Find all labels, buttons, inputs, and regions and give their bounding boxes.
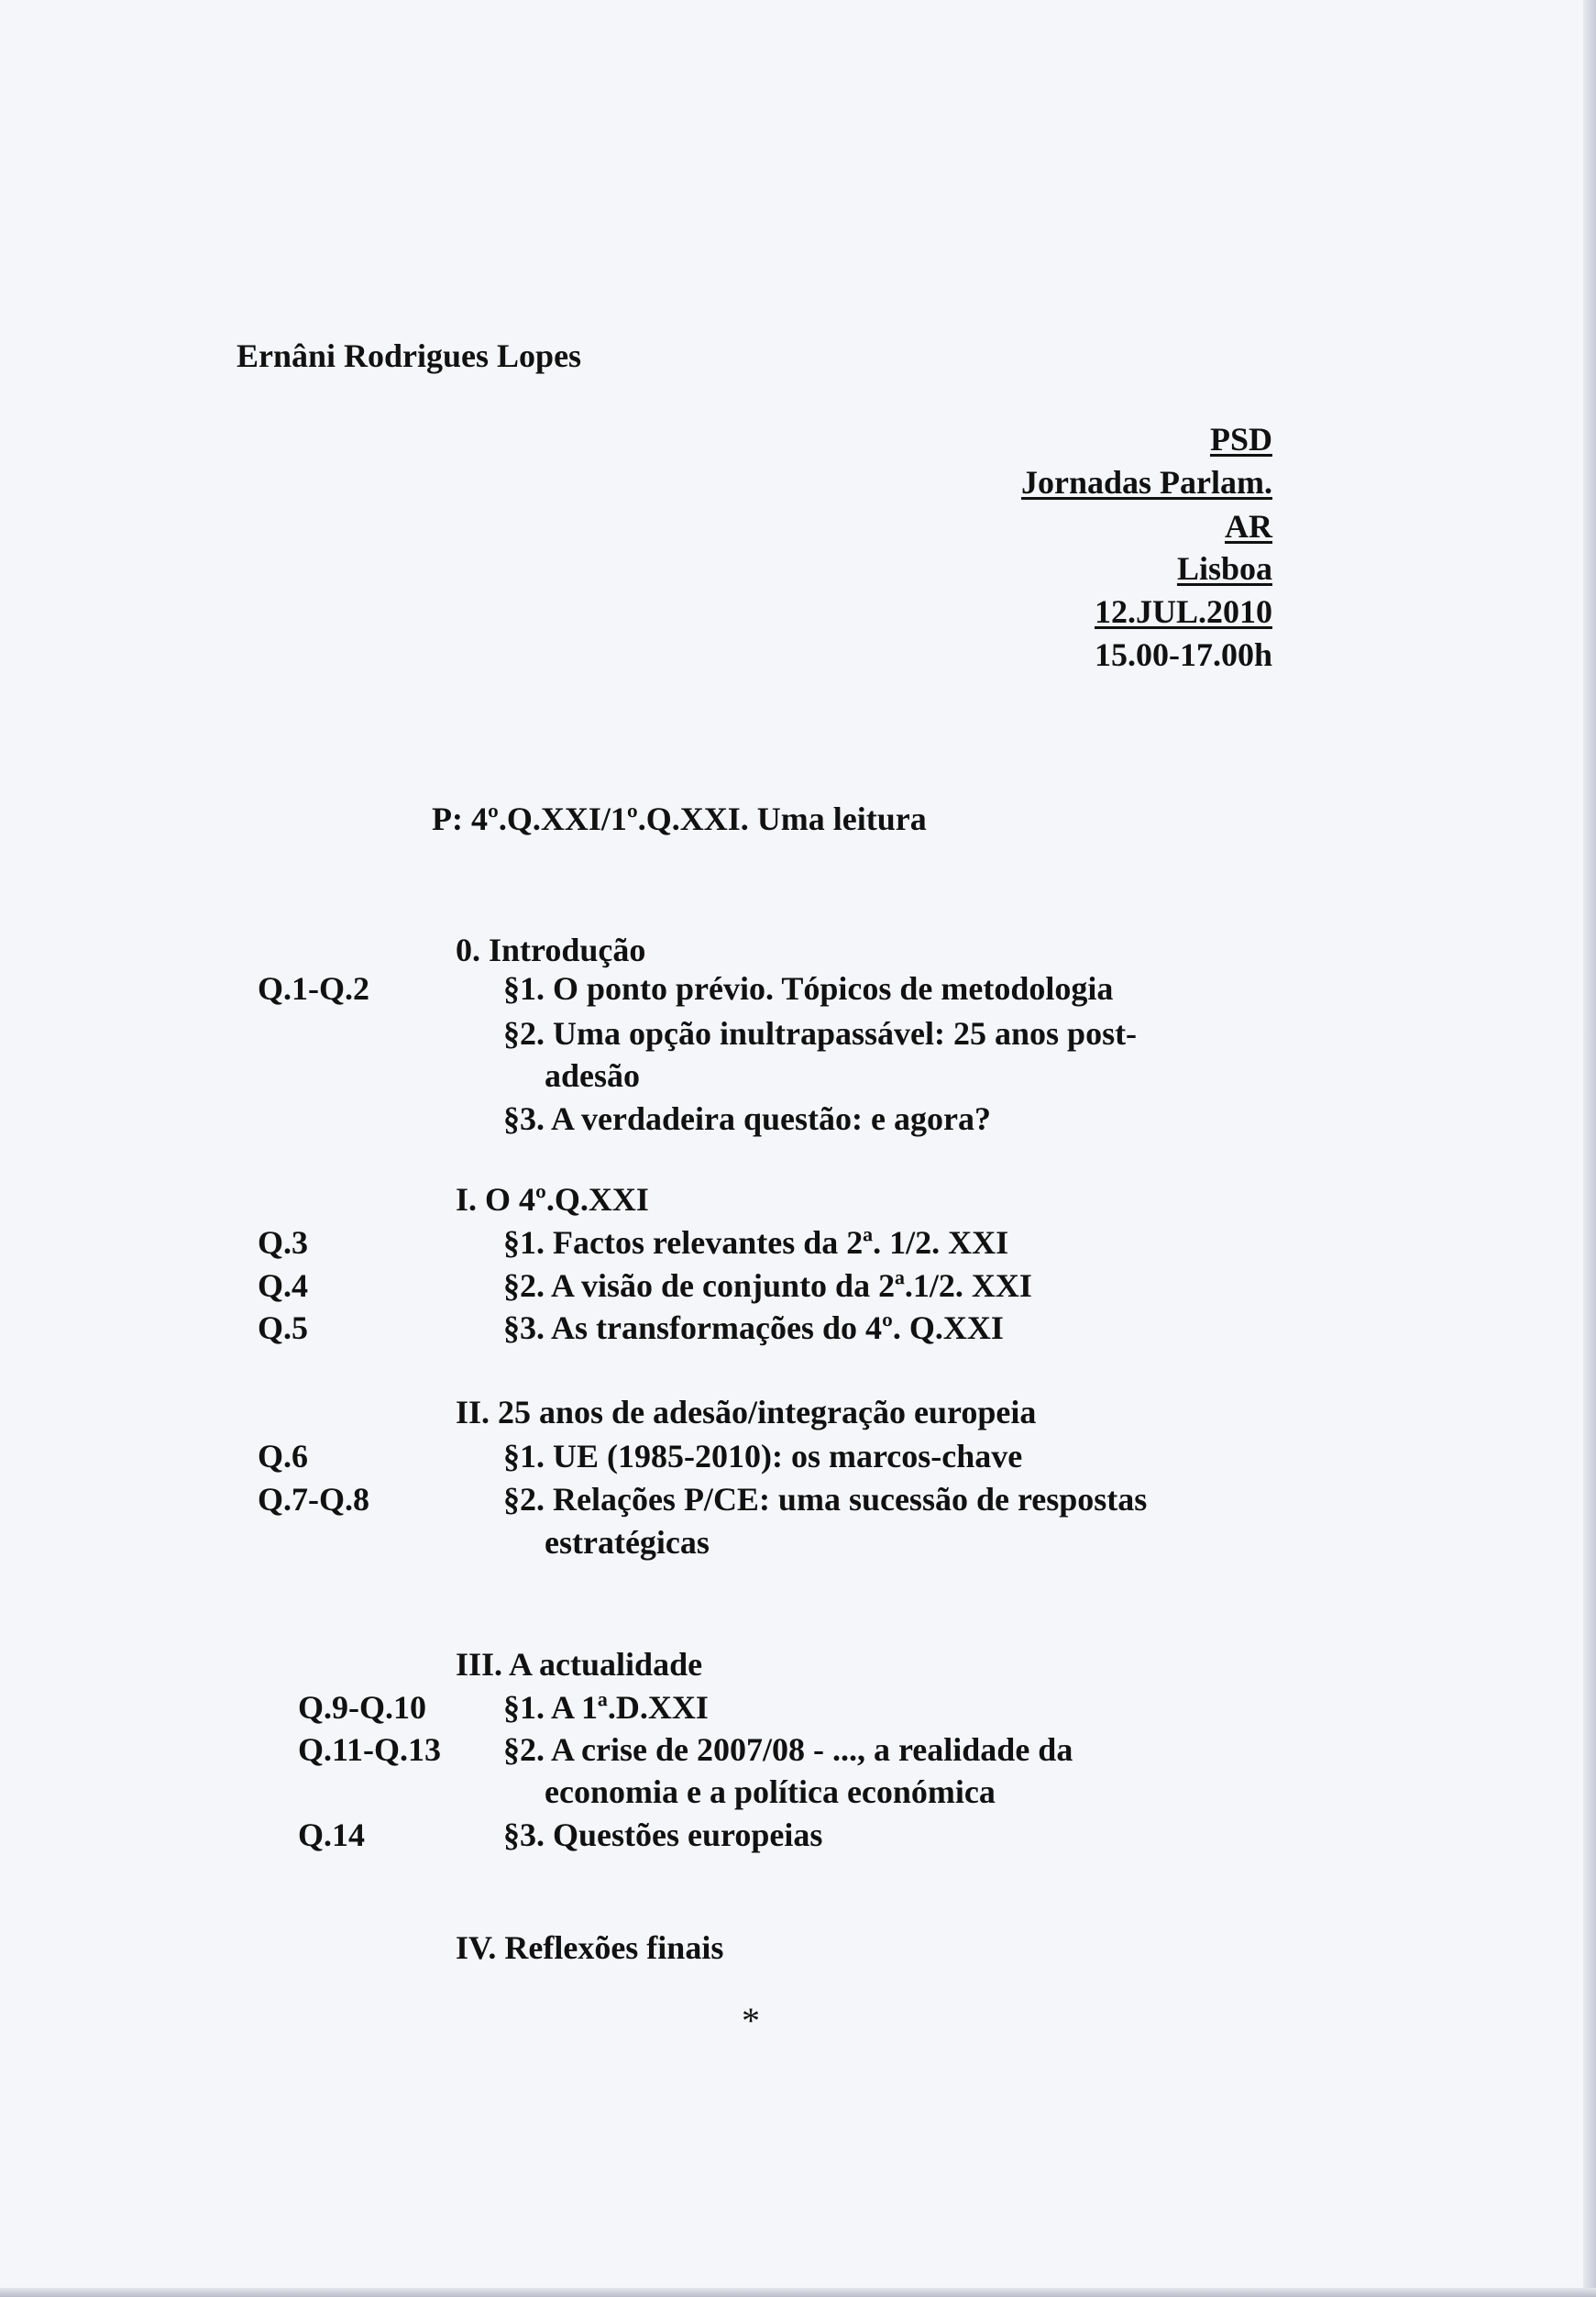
question-ref: Q.9-Q.10	[298, 1689, 426, 1726]
question-ref: Q.3	[258, 1224, 309, 1261]
outline-item-continuation: estratégicas	[545, 1524, 710, 1561]
event-party: PSD	[1209, 421, 1272, 458]
section-heading: I. O 4º.Q.XXI	[456, 1181, 649, 1218]
question-ref: Q.11-Q.13	[298, 1731, 442, 1768]
outline-item: §1. O ponto prévio. Tópicos de metodologia	[503, 970, 1114, 1007]
outline-item: §2. A crise de 2007/08 - ..., a realidade da	[503, 1731, 1073, 1768]
question-ref: Q.5	[258, 1309, 309, 1346]
outline-item: §3. As transformações do 4º. Q.XXI	[503, 1309, 1004, 1346]
event-name: Jornadas Parlam.	[1021, 464, 1272, 501]
scan-edge-shadow	[1583, 0, 1596, 2297]
outline-item-continuation: adesão	[545, 1057, 641, 1094]
outline-item: §2. A visão de conjunto da 2ª.1/2. XXI	[503, 1267, 1032, 1304]
outline-item: §3. Questões europeias	[503, 1817, 823, 1853]
document-title: P: 4º.Q.XXI/1º.Q.XXI. Uma leitura	[432, 801, 927, 837]
event-venue: AR	[1225, 508, 1272, 545]
outline-item: §3. A verdadeira questão: e agora?	[503, 1100, 991, 1137]
question-ref: Q.14	[298, 1817, 366, 1853]
author-name: Ernâni Rodrigues Lopes	[237, 337, 582, 374]
outline-item: §1. UE (1985-2010): os marcos-chave	[503, 1438, 1023, 1474]
section-heading: IV. Reflexões finais	[456, 1929, 724, 1966]
outline-item: §1. A 1ª.D.XXI	[503, 1689, 709, 1726]
outline-item-continuation: economia e a política económica	[545, 1773, 996, 1810]
section-heading: III. A actualidade	[456, 1646, 703, 1683]
event-time: 15.00-17.00h	[1094, 636, 1272, 673]
event-city: Lisboa	[1176, 550, 1272, 587]
outline-item: §2. Uma opção inultrapassável: 25 anos post-	[503, 1015, 1138, 1052]
outline-item: §2. Relações P/CE: uma sucessão de respostas	[503, 1481, 1148, 1518]
scan-edge-shadow	[0, 2288, 1596, 2297]
outline-item: §1. Factos relevantes da 2ª. 1/2. XXI	[503, 1224, 1009, 1261]
question-ref: Q.4	[258, 1267, 309, 1304]
end-mark: *	[742, 2000, 760, 2041]
question-ref: Q.7-Q.8	[258, 1481, 369, 1518]
question-ref: Q.6	[258, 1438, 309, 1474]
section-heading: 0. Introdução	[456, 932, 646, 968]
section-heading: II. 25 anos de adesão/integração europeia	[456, 1394, 1037, 1430]
event-date: 12.JUL.2010	[1094, 593, 1272, 630]
question-ref: Q.1-Q.2	[258, 970, 369, 1007]
